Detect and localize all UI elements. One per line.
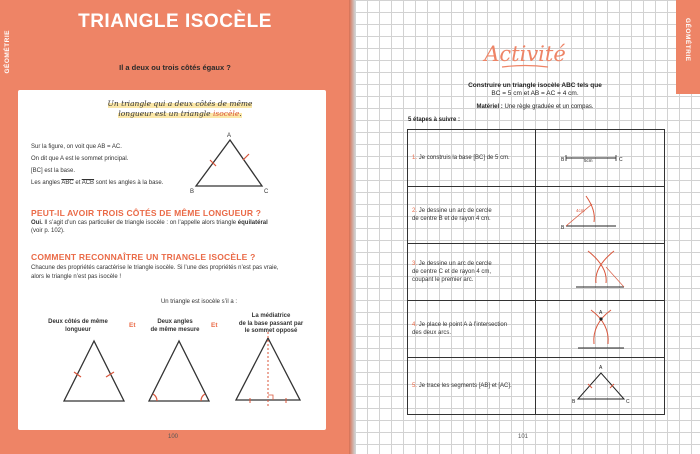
label-b: B [190, 189, 195, 195]
property-figure-angles [145, 337, 215, 407]
fact-1: Sur la figure, on voit que AB = AC. [31, 144, 122, 150]
svg-text:B: B [561, 224, 565, 231]
step-row [408, 187, 665, 244]
right-angle-mark [268, 395, 273, 400]
step-1-text: 1. Je construis la base [BC] de 5 cm. [408, 130, 536, 187]
step-5-figure [536, 358, 665, 415]
length-label-5cm: 5cm [584, 157, 593, 163]
property-bisector: La médiatrice de la base passant par le sommet opposé [238, 313, 304, 334]
step-4-figure [536, 301, 665, 358]
section-tab: GÉOMÉTRIE [4, 30, 11, 74]
label-c: C [264, 189, 269, 195]
page-number-left: 100 [168, 434, 179, 440]
property-equal-sides: Deux côtés de même longueur [48, 319, 108, 333]
handwritten-line-1: Un triangle qui a deux côtés de même [107, 99, 253, 108]
svg-text:B: B [572, 398, 576, 405]
arc-center-b [588, 251, 606, 283]
handwritten-line-2a: longueur est un triangle [118, 109, 214, 118]
intro-question: Il a deux ou trois côtés égaux ? [119, 63, 231, 72]
connector-et-2: Et [211, 322, 218, 329]
step-2-text: 2. Je dessine un arc de cercle de centre B et de rayon 4 cm. [408, 187, 536, 244]
instruction-line-2: BC = 5 cm et AB = AC = 4 cm. [491, 90, 579, 97]
triangle-angles [149, 341, 209, 401]
activity-title: Activité [484, 42, 566, 66]
section-heading-equilateral: PEUT-IL AVOIR TROIS CÔTÉS DE MÊME LONGUEUR ? [31, 208, 262, 218]
handwritten-definition [100, 99, 260, 119]
step-3-text: 3. Je dessine un arc de cercle de centre C et de rayon 4 cm, coupant le premier arc. [408, 244, 536, 301]
property-figure-bisector [232, 330, 306, 408]
triangle-abc [196, 140, 262, 186]
step-2-figure [536, 187, 665, 244]
connector-et-1: Et [129, 322, 136, 329]
page-number-right: 101 [518, 434, 529, 440]
step-row [408, 130, 665, 187]
triangle-sides [64, 341, 124, 401]
handwritten-term: isocèle [213, 109, 240, 118]
recognize-line-1: Chacune des propriétés caractérise le triangle isocèle. Si l’une des propriétés n’est pas vraie, [31, 265, 279, 271]
arc-center-b [586, 196, 594, 222]
step-row [408, 358, 665, 415]
section-heading-recognize: COMMENT RECONNAÎTRE UN TRIANGLE ISOCÈLE ? [31, 252, 256, 262]
svg-text:A: A [599, 364, 603, 371]
activity-underline [500, 64, 550, 70]
instruction-line-1: Construire un triangle isocèle ABC tels que [468, 82, 602, 89]
angle-arc-left [153, 394, 157, 401]
svg-text:C: C [626, 398, 630, 405]
steps-label: 5 étapes à suivre : [408, 117, 461, 123]
material-line: Matériel : Une règle graduée et un compas. [476, 104, 594, 110]
step-4-text: 4. Je place le point A à l’intersection des deux arcs. [408, 301, 536, 358]
steps-table [407, 129, 665, 415]
arc-center-c [596, 251, 614, 283]
svg-text:C: C [619, 156, 623, 163]
tick-mark-ac [243, 154, 249, 160]
step-5-text: 5. Je trace les segments [AB] et [AC]. [408, 358, 536, 415]
isosceles-triangle-figure [190, 130, 274, 196]
step-row [408, 244, 665, 301]
svg-text:B: B [561, 156, 565, 163]
property-figure-sides [60, 337, 130, 407]
point-a [599, 317, 602, 320]
step-3-figure [536, 244, 665, 301]
recognize-line-2: alors le triangle n’est pas isocèle ! [31, 274, 122, 280]
angle-arc-right [201, 394, 205, 401]
angle-acb: $\overline{ACB}$ [81, 180, 95, 186]
step-row [408, 301, 665, 358]
section-tab-right: GÉOMÉTRIE [684, 18, 691, 62]
label-a: A [227, 133, 232, 139]
final-triangle [578, 373, 624, 399]
angle-abc: $\overline{ABC}$ [61, 180, 74, 186]
page-title: TRIANGLE ISOCÈLE [78, 11, 272, 32]
property-equal-angles: Deux angles de même mesure [150, 319, 200, 333]
fact-3: [BC] est la base. [31, 168, 76, 174]
length-label-4cm: 4cm [576, 207, 585, 213]
fact-angles: Les angles $\overline{ABC}$ et $\overline{ACB}$ sont les angles à la base. [31, 180, 164, 186]
step-1-figure [536, 130, 665, 187]
handwritten-period: . [239, 109, 242, 118]
fact-2: On dit que A est le sommet principal. [31, 156, 129, 162]
svg-text:A: A [599, 309, 603, 316]
equilateral-answer: Oui. Il s’agit d’un cas particulier de triangle isocèle : on l’appelle alors triangle équilatéral (voir p. 102). [31, 220, 268, 234]
properties-label: Un triangle est isocèle s’il a : [160, 299, 238, 305]
